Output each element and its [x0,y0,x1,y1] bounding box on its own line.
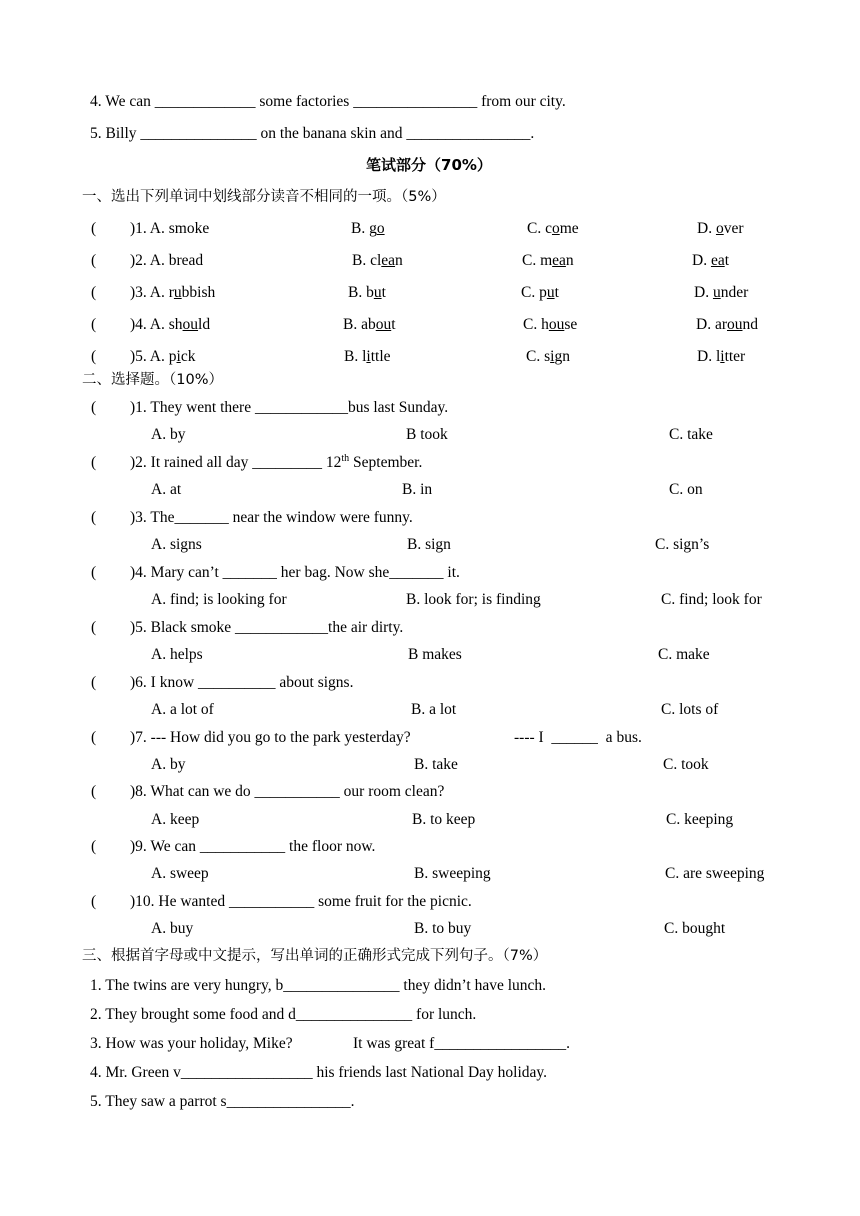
choice-c: C. took [663,756,709,773]
choice-b: B. sweeping [414,865,491,882]
question: )7. --- How did you go to the park yesterday? [130,729,411,746]
paren: ( [91,893,97,910]
paren: ( [91,399,97,416]
fill-item-3-answer: It was great f_________________. [353,1035,570,1052]
choice-a: A. find; is looking for [151,591,287,608]
choice-c: C. lots of [661,701,719,718]
choice-b: B. look for; is finding [406,591,541,608]
choice-b: B. take [414,756,458,773]
choice-c: C. keeping [666,811,734,828]
fill-item-4: 4. Mr. Green v_________________ his friends last National Day holiday. [90,1064,548,1081]
fill-item-5: 5. They saw a parrot s________________. [90,1093,355,1110]
option-b: B. go [351,220,385,237]
fill-item-3: 3. How was your holiday, Mike? [90,1035,293,1052]
option-c: C. sign [526,348,570,365]
option-d: D. around [696,316,758,333]
question: )2. It rained all day _________ 12th September. [130,452,423,471]
option-a: )3. A. rubbish [130,284,216,301]
choice-a: A. sweep [151,865,209,882]
answer-prompt: ---- I ______ a bus. [514,729,642,746]
choice-a: A. a lot of [151,701,214,718]
paren: ( [91,838,97,855]
paren: ( [91,564,97,581]
choice-c: C. bought [664,920,726,937]
section2-heading: 二、选择题。（10%） [82,372,223,388]
choice-c: C. are sweeping [665,865,765,882]
paren: ( [91,619,97,636]
question: )3. The_______ near the window were funny. [130,509,413,526]
option-b: B. little [344,348,391,365]
choice-a: A. signs [151,536,202,553]
question: )4. Mary can’t _______ her bag. Now she_______ it. [130,564,460,581]
paren: ( [91,729,97,746]
section-title: 笔试部分（70%） [366,156,492,174]
option-b: B. clean [352,252,403,269]
choice-b: B. sign [407,536,451,553]
paren: ( [91,220,97,237]
choice-c: C. take [669,426,713,443]
option-a: )1. A. smoke [130,220,210,237]
option-c: C. put [521,284,559,301]
paren: ( [91,674,97,691]
option-b: B. about [343,316,396,333]
choice-a: A. by [151,756,186,773]
option-b: B. but [348,284,386,301]
choice-a: A. by [151,426,186,443]
question: )10. He wanted ___________ some fruit for the picnic. [130,893,472,910]
paren: ( [91,316,97,333]
question: )1. They went there ____________bus last Sunday. [130,399,449,416]
fill-item-2: 2. They brought some food and d_______________ for lunch. [90,1006,477,1023]
choice-b: B. a lot [411,701,457,718]
choice-b: B. to buy [414,920,472,937]
paren: ( [91,284,97,301]
choice-c: C. sign’s [655,536,710,553]
top-item-5: 5. Billy _______________ on the banana skin and ________________. [90,125,535,142]
option-c: C. mean [522,252,574,269]
option-c: C. come [527,220,579,237]
choice-c: C. find; look for [661,591,762,608]
fill-item-1: 1. The twins are very hungry, b_______________ they didn’t have lunch. [90,977,547,994]
choice-a: A. buy [151,920,194,937]
option-a: )4. A. should [130,316,211,333]
option-d: D. over [697,220,744,237]
choice-c: C. on [669,481,703,498]
paren: ( [91,454,97,471]
choice-a: A. at [151,481,182,498]
paren: ( [91,783,97,800]
question: )5. Black smoke ____________the air dirty. [130,619,404,636]
paren: ( [91,509,97,526]
option-a: )2. A. bread [130,252,204,269]
question: )9. We can ___________ the floor now. [130,838,376,855]
option-d: D. eat [692,252,730,269]
choice-b: B. in [402,481,433,498]
choice-b: B took [406,426,448,443]
question: )8. What can we do ___________ our room clean? [130,783,445,800]
option-c: C. house [523,316,578,333]
paren: ( [91,252,97,269]
option-d: D. litter [697,348,746,365]
paren: ( [91,348,97,365]
choice-a: A. helps [151,646,203,663]
section3-heading: 三、根据首字母或中文提示，写出单词的正确形式完成下列句子。（7%） [82,948,548,964]
top-item-4: 4. We can _____________ some factories ________________ from our city. [90,93,566,110]
option-d: D. under [694,284,749,301]
option-a: )5. A. pick [130,348,196,365]
section1-heading: 一、选出下列单词中划线部分读音不相同的一项。（5%） [82,189,446,205]
choice-b: B. to keep [412,811,476,828]
question: )6. I know __________ about signs. [130,674,354,691]
choice-c: C. make [658,646,710,663]
choice-a: A. keep [151,811,200,828]
choice-b: B makes [408,646,462,663]
